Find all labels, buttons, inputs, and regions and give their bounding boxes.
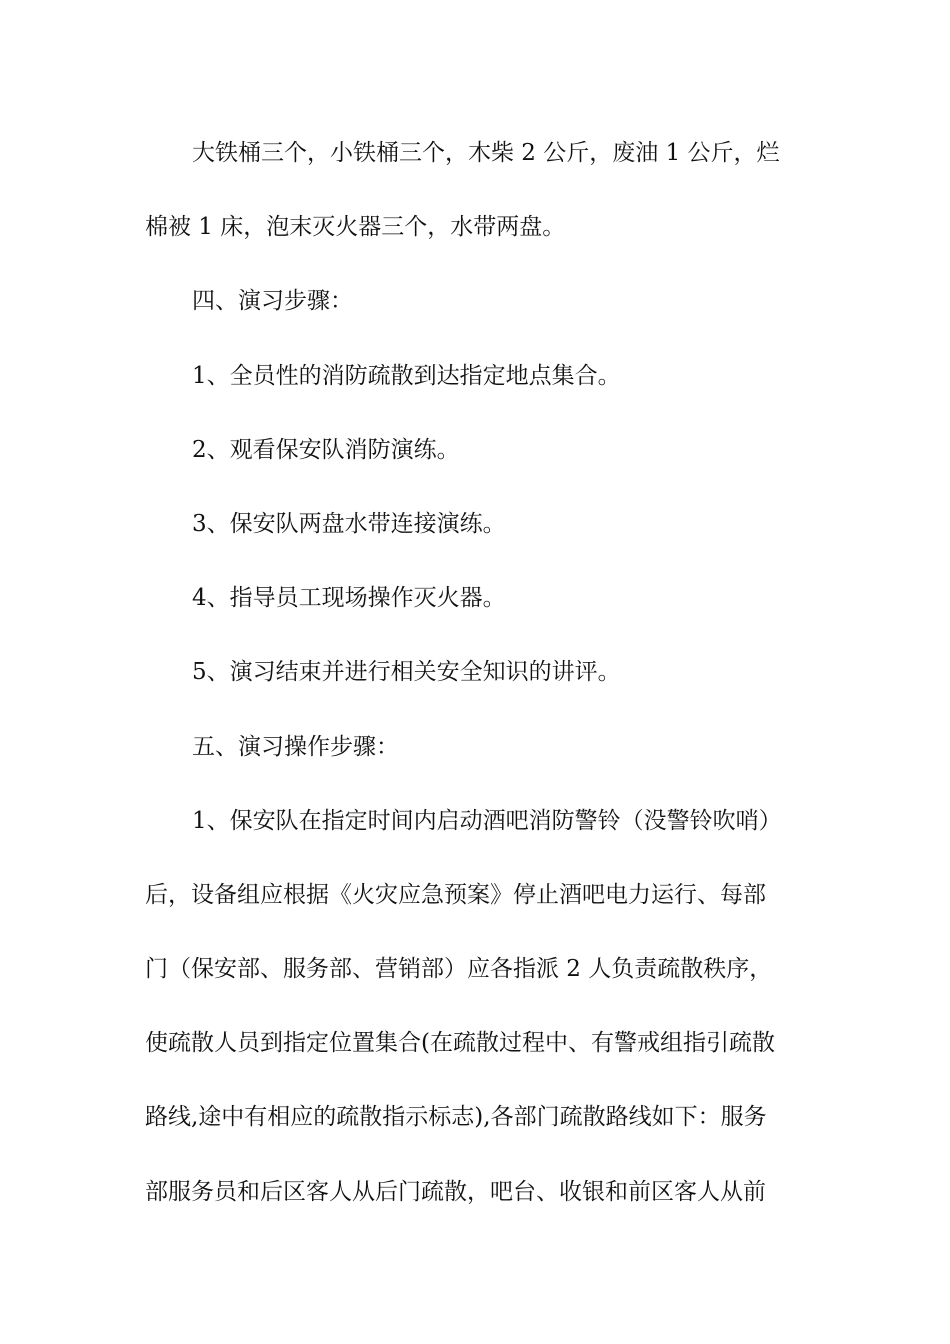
text-line: 后，设备组应根据《火灾应急预案》停止酒吧电力运行、每部 — [145, 881, 766, 908]
text-line: 部服务员和后区客人从后门疏散，吧台、收银和前区客人从前 — [145, 1178, 766, 1205]
section-heading: 五、演习操作步骤： — [192, 733, 399, 760]
list-item: 1、全员性的消防疏散到达指定地点集合。 — [192, 362, 621, 389]
list-item: 5、演习结束并进行相关安全知识的讲评。 — [192, 659, 621, 686]
text-line: 棉被 1 床，泡末灭火器三个，水带两盘。 — [145, 214, 566, 241]
section-heading: 四、演习步骤： — [192, 288, 353, 315]
list-item: 2、观看保安队消防演练。 — [192, 436, 460, 463]
body-text — [145, 130, 807, 1243]
text-line: 门（保安部、服务部、营销部）应各指派 2 人负责疏散秩序， — [145, 956, 773, 983]
list-item: 4、指导员工现场操作灭火器。 — [192, 585, 506, 612]
text-line: 1、保安队在指定时间内启动酒吧消防警铃（没警铃吹哨） — [192, 807, 782, 834]
text-line: 大铁桶三个，小铁桶三个，木柴 2 公斤，废油 1 公斤，烂 — [192, 140, 780, 166]
text-line: 路线,途中有相应的疏散指示标志),各部门疏散路线如下：服务 — [145, 1104, 767, 1131]
list-item: 3、保安队两盘水带连接演练。 — [192, 510, 506, 537]
text-line: 使疏散人员到指定位置集合(在疏散过程中、有警戒组指引疏散 — [145, 1030, 775, 1057]
